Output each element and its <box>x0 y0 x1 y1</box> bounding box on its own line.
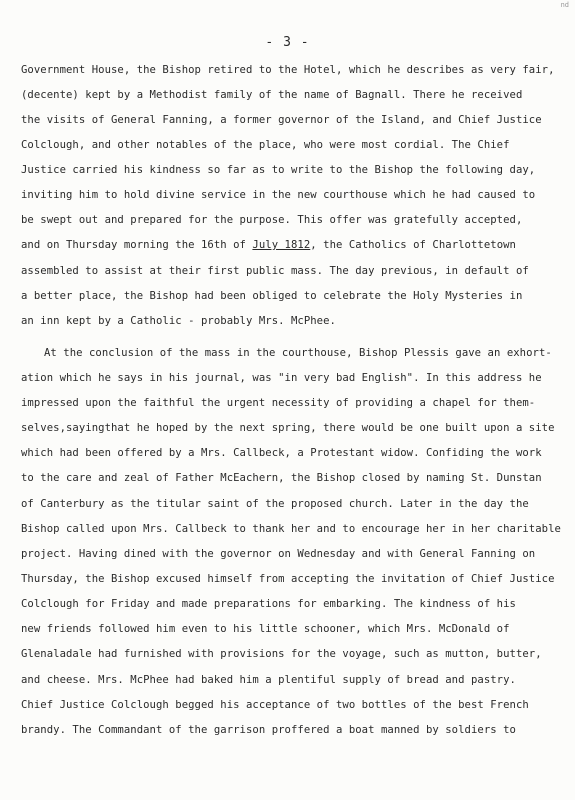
page-number: - 3 - <box>265 35 310 50</box>
text-line: an inn kept by a Catholic - probably Mrs. McPhee. <box>21 315 336 327</box>
text-line: ation which he says in his journal, was "in very bad English". In this address he <box>21 372 542 384</box>
underlined-date: July 1812 <box>252 239 311 251</box>
text-line: impressed upon the faithful the urgent necessity of providing a chapel for them- <box>21 397 536 409</box>
text-line: Chief Justice Colclough begged his acceptance of two bottles of the best French <box>21 699 529 711</box>
text-line: assembled to assist at their first public mass. The day previous, in default of <box>21 265 529 277</box>
text-line: Colclough for Friday and made preparations for embarking. The kindness of his <box>21 598 516 610</box>
text-line: inviting him to hold divine service in the new courthouse which he had caused to <box>21 189 536 201</box>
text-line: new friends followed him even to his little schooner, which Mrs. McDonald of <box>21 623 510 635</box>
text-line: Government House, the Bishop retired to the Hotel, which he describes as very fair, <box>21 64 555 76</box>
text-line: a better place, the Bishop had been obliged to celebrate the Holy Mysteries in <box>21 290 523 302</box>
text-line: project. Having dined with the governor on Wednesday and with General Fanning on <box>21 548 536 560</box>
text-line: which had been offered by a Mrs. Callbeck, a Protestant widow. Confiding the work <box>21 447 542 459</box>
text-line: Justice carried his kindness so far as to write to the Bishop the following day, <box>21 164 536 176</box>
corner-mark: nd <box>560 1 569 9</box>
text-line: to the care and zeal of Father McEachern, the Bishop closed by naming St. Dunstan <box>21 472 542 484</box>
text-line: be swept out and prepared for the purpose. This offer was gratefully accepted, <box>21 214 523 226</box>
text-line: and on Thursday morning the 16th of July 1812, the Catholics of Charlottetown <box>21 239 516 251</box>
text-line: Colclough, and other notables of the place, who were most cordial. The Chief <box>21 139 510 151</box>
text-line: Bishop called upon Mrs. Callbeck to thank her and to encourage her in her charitable <box>21 523 561 535</box>
text-line: Glenaladale had furnished with provisions for the voyage, such as mutton, butter, <box>21 648 542 660</box>
paragraph-first-line: At the conclusion of the mass in the courthouse, Bishop Plessis gave an exhort- <box>44 347 552 359</box>
text-line: and cheese. Mrs. McPhee had baked him a plentiful supply of bread and pastry. <box>21 674 516 686</box>
text-line: selves,sayingthat he hoped by the next spring, there would be one built upon a site <box>21 422 555 434</box>
text-line: (decente) kept by a Methodist family of the name of Bagnall. There he received <box>21 89 523 101</box>
text-line: the visits of General Fanning, a former governor of the Island, and Chief Justice <box>21 114 542 126</box>
text-line: brandy. The Commandant of the garrison proffered a boat manned by soldiers to <box>21 724 516 736</box>
text-line: Thursday, the Bishop excused himself from accepting the invitation of Chief Justice <box>21 573 555 585</box>
text-line: of Canterbury as the titular saint of the proposed church. Later in the day the <box>21 498 529 510</box>
